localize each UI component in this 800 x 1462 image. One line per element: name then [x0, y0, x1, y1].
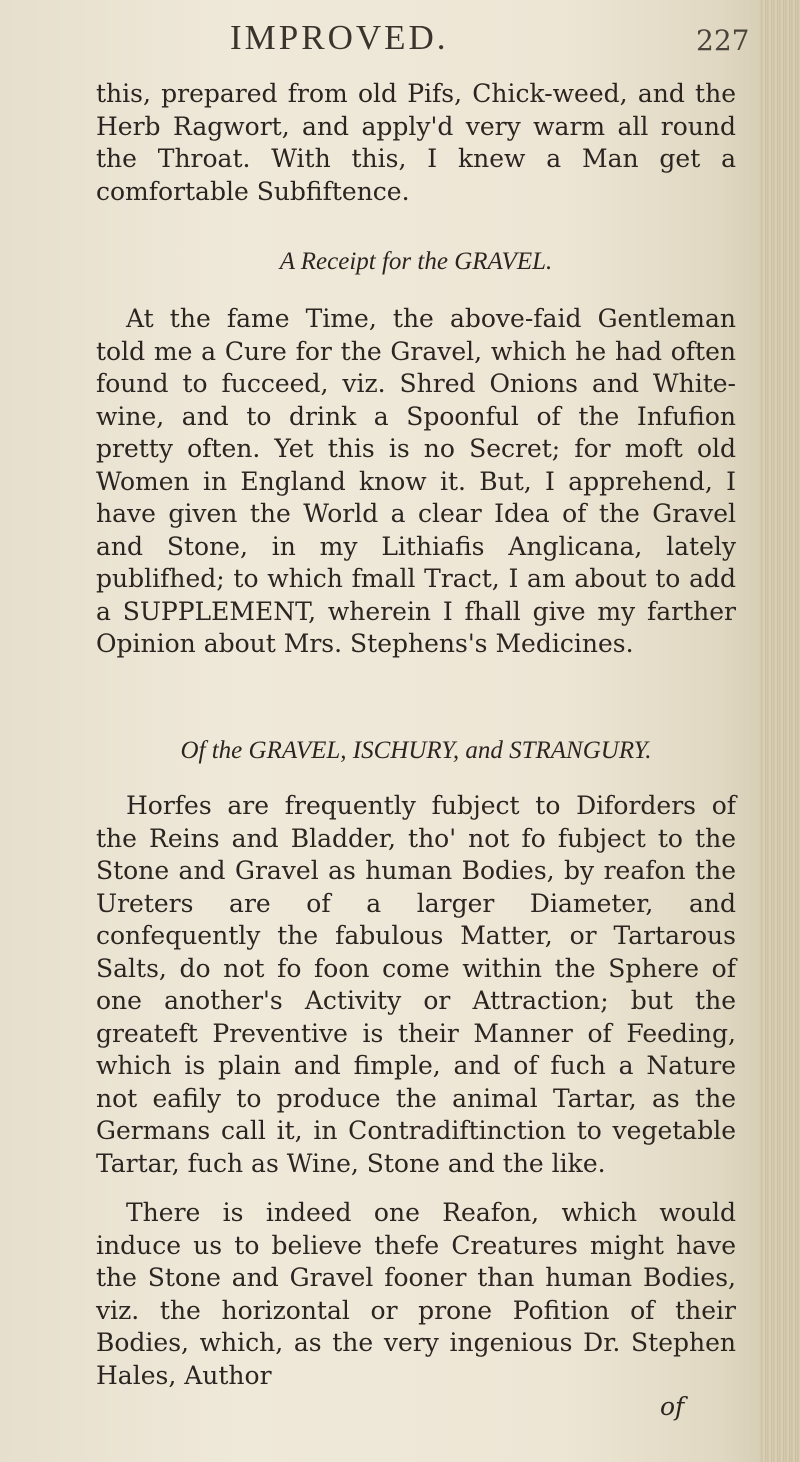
paragraph-text: Horfes are frequently fubject to Diforders of the Reins and Bladder, tho' not fo fubject to the Stone and Gravel as human Bodies, by reafon the Ureters are of a larger Diameter, and confequently the fabulous Matter, or Tartarous Salts, do not fo foon come within the Sphere of one another's Activity or Attraction; but the greateft Preventive is their Manner of Feeding, which is plain and fimple, and of fuch a Nature not eafily to produce the animal Tartar, as the Germans call it, in Contradiftinction to vegetable Tartar, fuch as Wine, Stone and the like.: [96, 791, 736, 1178]
paragraph-continued: [96, 78, 736, 208]
paragraph-text: There is indeed one Reafon, which would induce us to believe thefe Creatures might have the Stone and Gravel fooner than human Bodies, viz. the horizontal or prone Pofition of their Bodies, which, as the very ingenious Dr. Stephen Hales, Author: [96, 1198, 736, 1390]
paragraph-horses: [96, 790, 736, 1180]
paragraph-text: this, prepared from old Pifs, Chick-weed, and the Herb Ragwort, and apply'd very warm all round the Throat. With this, I knew a Man get a comfortable Subfiftence.: [96, 79, 736, 206]
section-heading-gravel: Of the GRAVEL, ISCHURY, and STRANGURY.: [180, 737, 652, 764]
catchword: of: [660, 1392, 685, 1421]
page-edge: [760, 0, 800, 1462]
paragraph-text: At the fame Time, the above-faid Gentleman told me a Cure for the Gravel, which he had often found to fucceed, viz. Shred Onions and White-wine, and to drink a Spoonful of the Infufion pretty often. Yet this is no Secret; for moft old Women in England know it. But, I apprehend, I have given the World a clear Idea of the Gravel and Stone, in my Lithiafis Anglicana, lately publifhed; to which fmall Tract, I am about to add a SUPPLEMENT, wherein I fhall give my farther Opinion about Mrs. Stephens's Medicines.: [96, 304, 736, 658]
paragraph-receipt: [96, 303, 736, 661]
paragraph-reason: [96, 1197, 736, 1392]
page-number: 227: [696, 24, 750, 57]
section-heading-receipt: A Receipt for the GRAVEL.: [279, 248, 553, 275]
running-head: IMPROVED.: [230, 18, 449, 57]
page-header: [0, 18, 800, 68]
